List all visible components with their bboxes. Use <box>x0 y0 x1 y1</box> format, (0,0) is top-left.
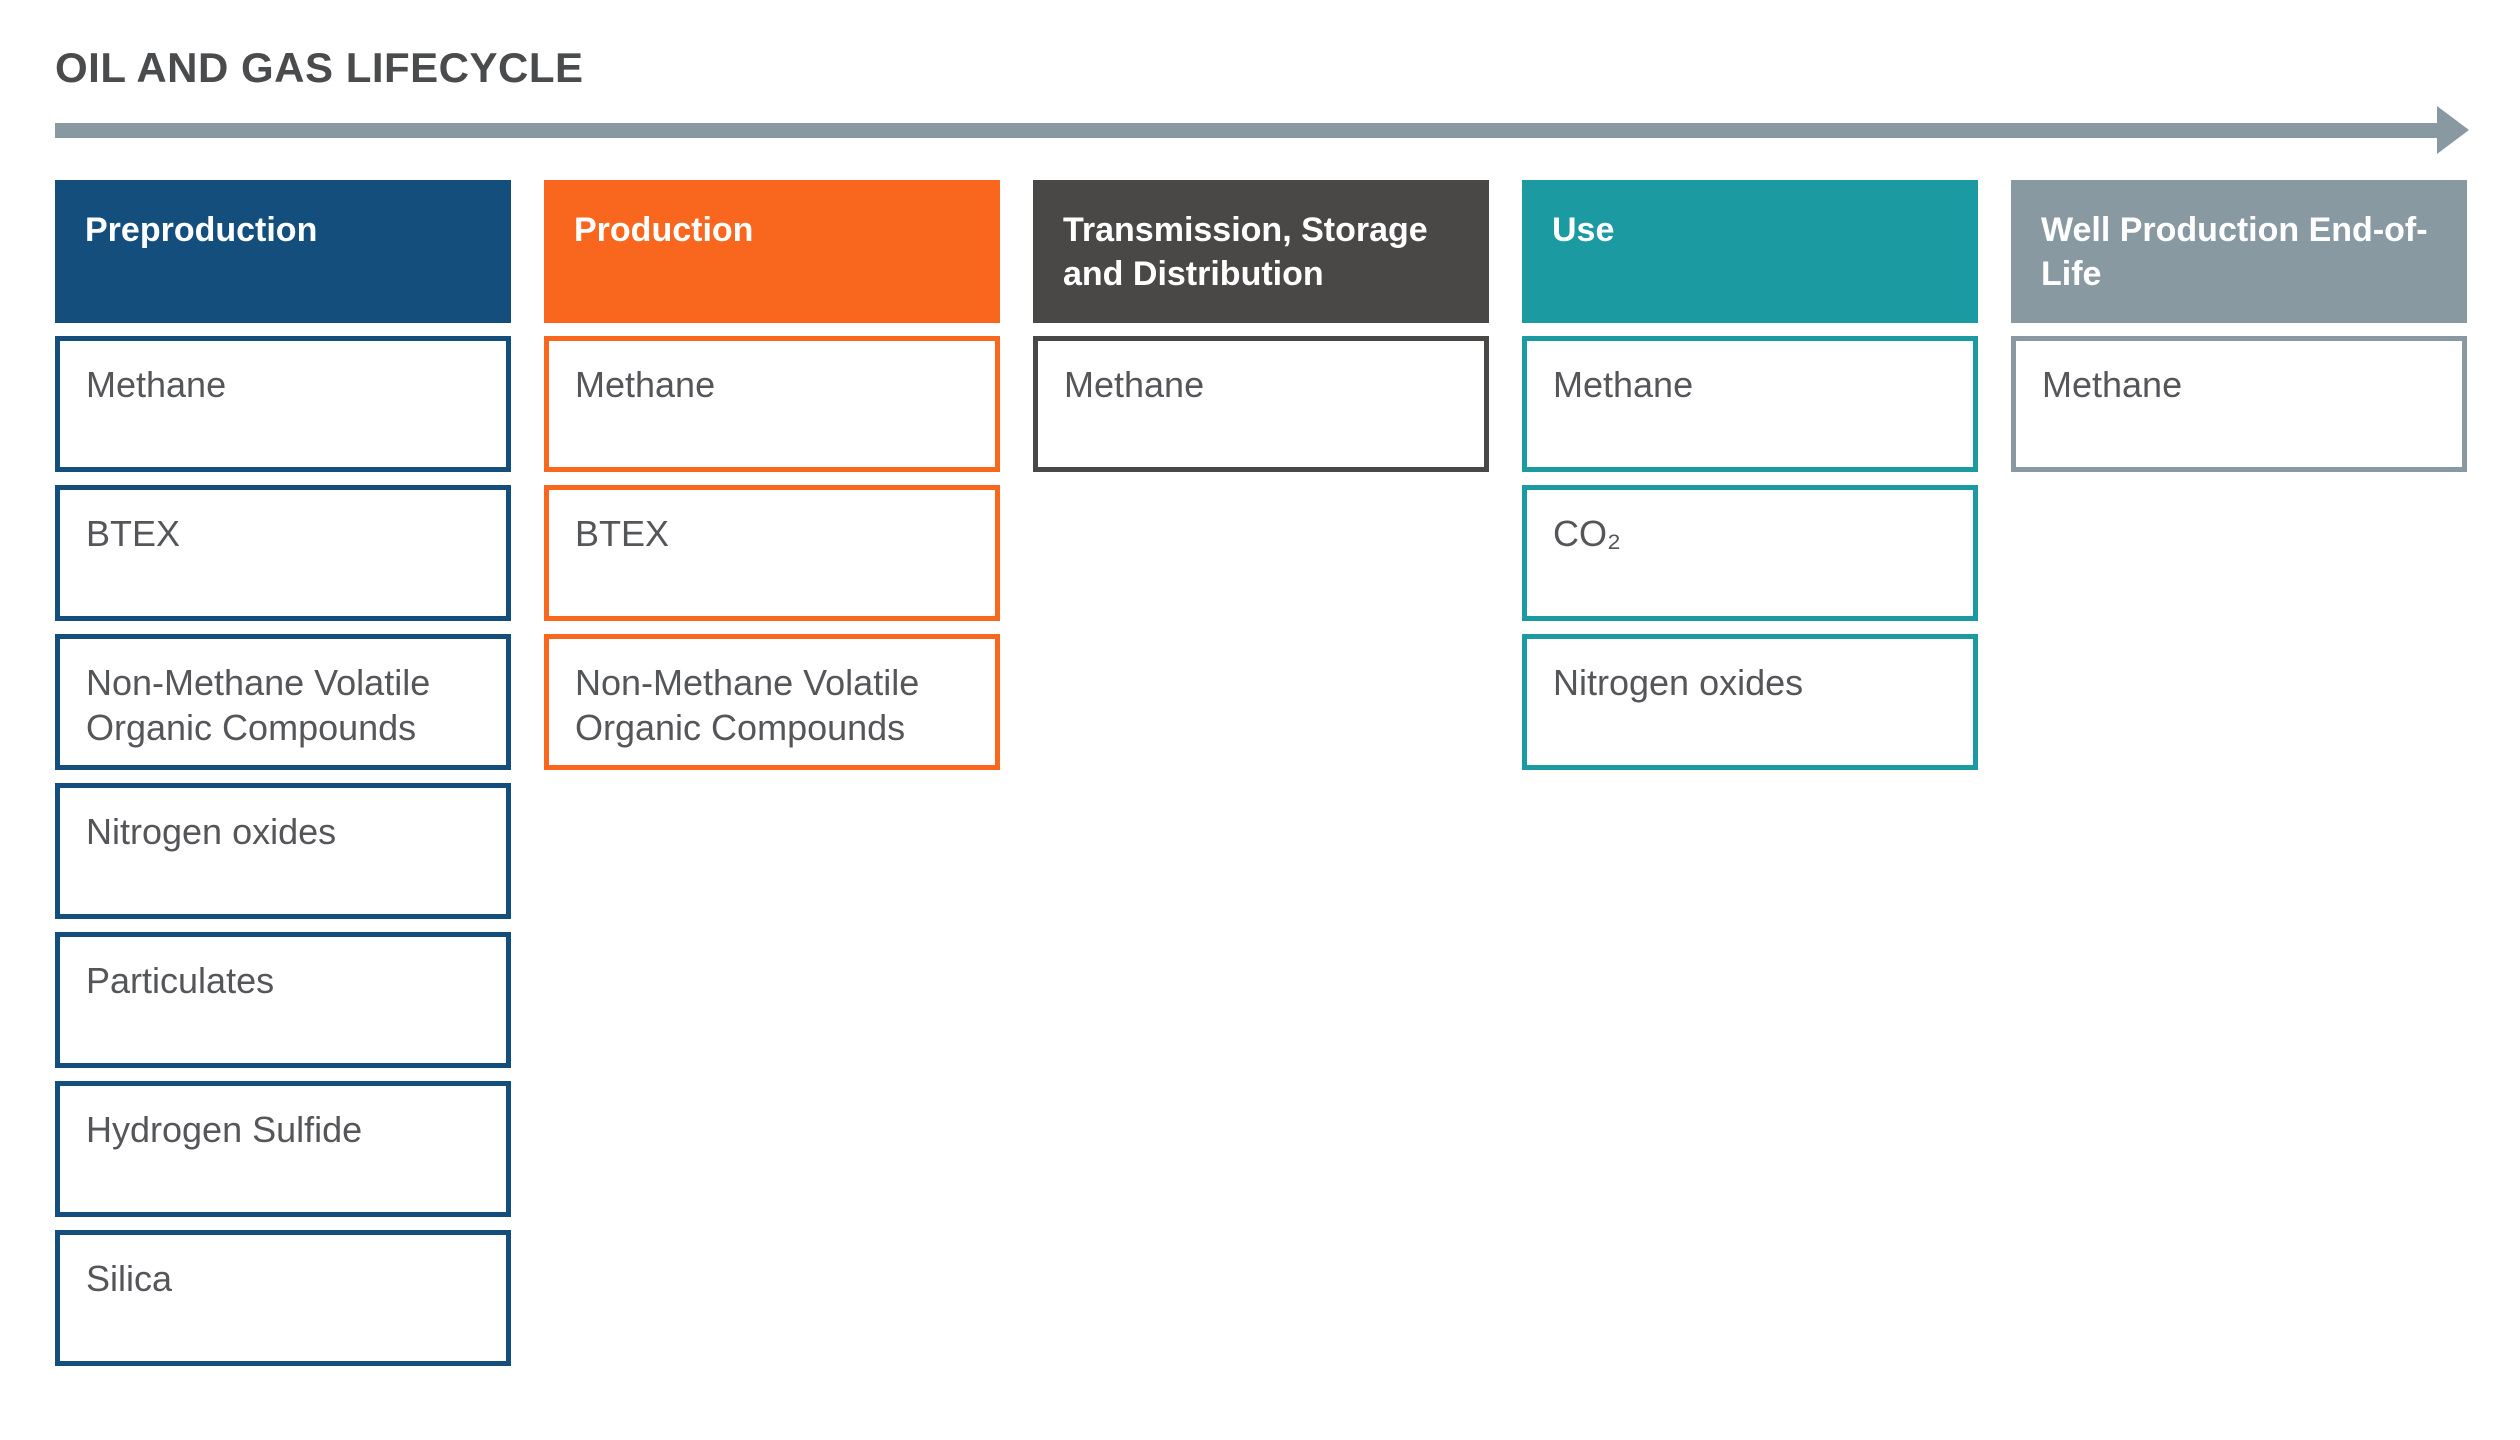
pollutant-box-nitrogen-oxides <box>55 783 511 919</box>
pollutant-label: Hydrogen Sulfide <box>86 1109 363 1150</box>
pollutant-label: Methane <box>1553 364 1694 405</box>
column-header-preproduction <box>55 180 511 323</box>
pollutant-label: BTEX <box>575 513 670 554</box>
pollutant-label: Particulates <box>86 960 275 1001</box>
pollutant-box-co2 <box>1522 485 1978 621</box>
column-header-label: Use <box>1552 211 1615 249</box>
lifecycle-arrow <box>55 106 2469 154</box>
pollutant-box-btex <box>544 485 1000 621</box>
pollutant-label: Methane <box>1064 364 1205 405</box>
arrow-head-icon <box>2437 106 2469 154</box>
pollutant-label: Methane <box>575 364 716 405</box>
pollutant-box-nmvoc <box>544 634 1000 770</box>
pollutant-box-methane <box>1522 336 1978 472</box>
column-header-transmission <box>1033 180 1489 323</box>
pollutant-label: Non-Methane Volatile Organic Compounds <box>86 662 431 748</box>
pollutant-box-hydrogen-sulfide <box>55 1081 511 1217</box>
column-transmission-storage-distribution <box>1033 180 1489 1379</box>
column-header-use <box>1522 180 1978 323</box>
lifecycle-columns <box>55 180 2467 1379</box>
pollutant-label: Silica <box>86 1258 173 1299</box>
column-header-label: Production <box>574 211 754 249</box>
pollutant-box-methane <box>544 336 1000 472</box>
pollutant-label: Nitrogen oxides <box>1553 662 1804 703</box>
column-header-label: Transmission, Storage and Distribution <box>1063 211 1428 294</box>
pollutant-label: Methane <box>86 364 227 405</box>
column-header-label: Preproduction <box>85 211 318 249</box>
pollutant-label: BTEX <box>86 513 181 554</box>
pollutant-box-particulates <box>55 932 511 1068</box>
pollutant-label: CO₂ <box>1553 513 1621 554</box>
column-preproduction <box>55 180 511 1379</box>
pollutant-box-methane <box>1033 336 1489 472</box>
pollutant-label: Nitrogen oxides <box>86 811 337 852</box>
pollutant-box-nmvoc <box>55 634 511 770</box>
page-title: OIL AND GAS LIFECYCLE <box>55 44 584 91</box>
column-well-production-end-of-life <box>2011 180 2467 1379</box>
pollutant-box-silica <box>55 1230 511 1366</box>
column-header-label: Well Production End-of-Life <box>2041 211 2428 294</box>
column-production <box>544 180 1000 1379</box>
pollutant-box-methane <box>2011 336 2467 472</box>
pollutant-label: Methane <box>2042 364 2183 405</box>
column-header-production <box>544 180 1000 323</box>
column-use <box>1522 180 1978 1379</box>
pollutant-label: Non-Methane Volatile Organic Compounds <box>575 662 920 748</box>
pollutant-box-nitrogen-oxides <box>1522 634 1978 770</box>
pollutant-box-btex <box>55 485 511 621</box>
column-header-end-of-life <box>2011 180 2467 323</box>
pollutant-box-methane <box>55 336 511 472</box>
arrow-shaft <box>55 123 2437 138</box>
